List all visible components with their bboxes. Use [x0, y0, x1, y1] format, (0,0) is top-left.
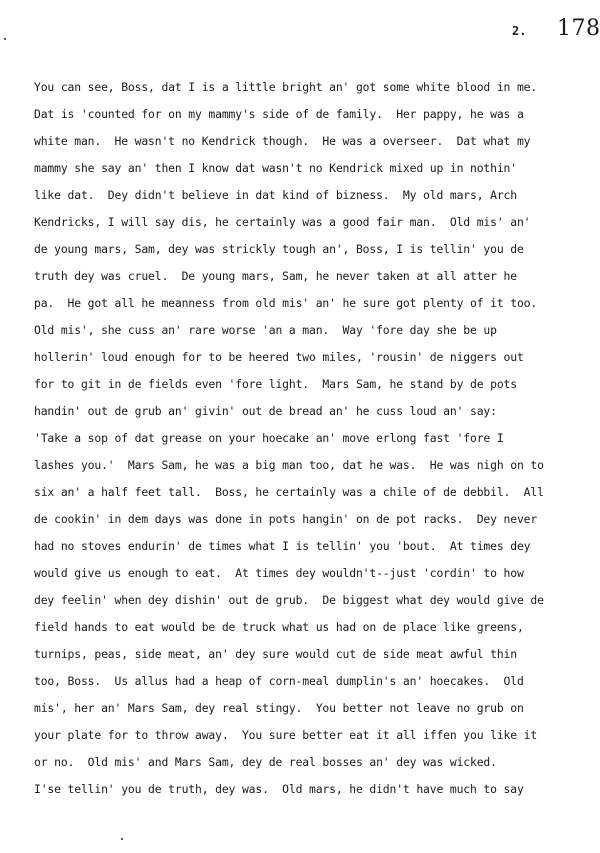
text-line: or no. Old mis' and Mars Sam, dey de real bosses an' dey was wicked. — [34, 755, 497, 769]
typed-transcript-body — [34, 80, 544, 809]
text-line: Kendricks, I will say dis, he certainly was a good fair man. Old mis' an' — [34, 215, 531, 229]
text-line: mammy she say an' then I know dat wasn't no Kendrick mixed up in nothin' — [34, 161, 517, 175]
page-number: 2. — [512, 24, 527, 38]
text-line: dey feelin' when dey dishin' out de grub. De biggest what dey would give de — [34, 593, 544, 607]
text-line: pa. He got all he meanness from old mis' an' he sure got plenty of it too. — [34, 296, 538, 310]
text-line: field hands to eat would be de truck what us had on de place like greens, — [34, 620, 524, 634]
text-line: de young mars, Sam, dey was strickly tough an', Boss, I is tellin' you de — [34, 242, 524, 256]
text-line: mis', her an' Mars Sam, dey real stingy. You better not leave no grub on — [34, 701, 524, 715]
text-line: truth dey was cruel. De young mars, Sam, he never taken at all atter he — [34, 269, 517, 283]
stray-mark — [121, 838, 123, 840]
text-line: lashes you.' Mars Sam, he was a big man too, dat he was. He was nigh on to — [34, 458, 544, 472]
folio-number: 178 — [557, 16, 600, 41]
text-line: de cookin' in dem days was done in pots hangin' on de pot racks. Dey never — [34, 512, 538, 526]
text-line: for to git in de fields even 'fore light. Mars Sam, he stand by de pots — [34, 377, 517, 391]
text-line: You can see, Boss, dat I is a little bright an' got some white blood in me. — [34, 80, 538, 94]
text-line: Old mis', she cuss an' rare worse 'an a man. Way 'fore day she be up — [34, 323, 497, 337]
text-line: turnips, peas, side meat, an' dey sure would cut de side meat awful thin — [34, 647, 517, 661]
text-line: white man. He wasn't no Kendrick though. He was a overseer. Dat what my — [34, 134, 531, 148]
text-line: too, Boss. Us allus had a heap of corn-meal dumplin's an' hoecakes. Old — [34, 674, 524, 688]
text-line: handin' out de grub an' givin' out de bread an' he cuss loud an' say: — [34, 404, 497, 418]
text-line: Dat is 'counted for on my mammy's side of de family. Her pappy, he was a — [34, 107, 524, 121]
text-line: hollerin' loud enough for to be heered two miles, 'rousin' de niggers out — [34, 350, 524, 364]
text-line: six an' a half feet tall. Boss, he certainly was a chile of de debbil. All — [34, 485, 544, 499]
text-line: had no stoves endurin' de times what I is tellin' you 'bout. At times dey — [34, 539, 531, 553]
text-line: would give us enough to eat. At times dey wouldn't--just 'cordin' to how — [34, 566, 524, 580]
text-line: your plate for to throw away. You sure better eat it all iffen you like it — [34, 728, 538, 742]
text-line: like dat. Dey didn't believe in dat kind of bizness. My old mars, Arch — [34, 188, 517, 202]
text-line: I'se tellin' you de truth, dey was. Old mars, he didn't have much to say — [34, 782, 524, 796]
text-line: 'Take a sop of dat grease on your hoecake an' move erlong fast 'fore I — [34, 431, 504, 445]
stray-mark — [4, 38, 6, 40]
